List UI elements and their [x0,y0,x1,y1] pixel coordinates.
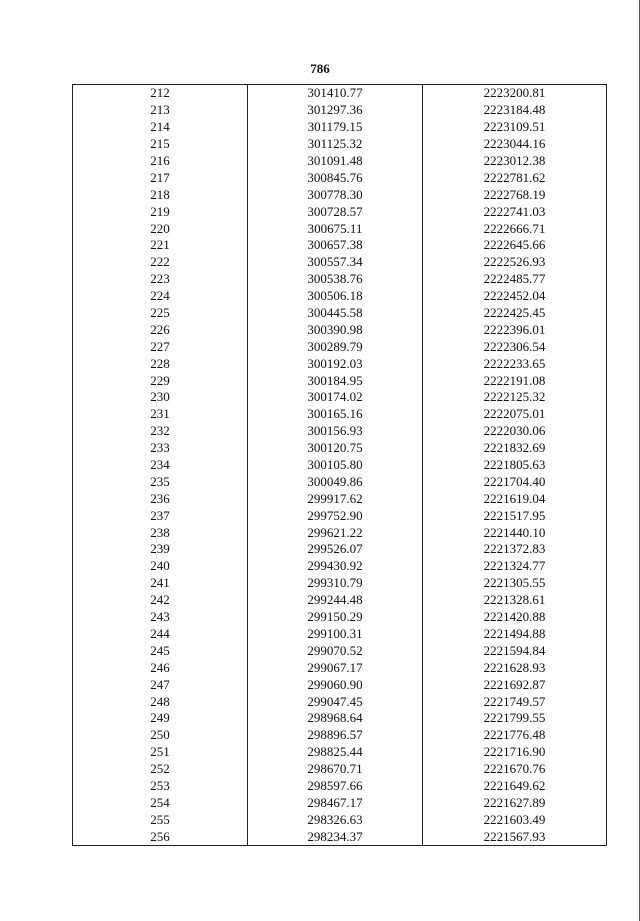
point-number-cell: 223 [73,271,248,288]
point-number-cell: 241 [73,575,248,592]
point-number-cell: 220 [73,220,248,237]
x-coordinate-cell: 300506.18 [248,288,423,305]
point-number-cell: 242 [73,592,248,609]
y-coordinate-cell: 2221832.69 [423,440,607,457]
x-coordinate-cell: 298825.44 [248,744,423,761]
x-coordinate-cell: 299430.92 [248,558,423,575]
table-row [73,288,607,305]
table-row [73,254,607,271]
y-coordinate-cell: 2221627.89 [423,794,607,811]
table-row [73,203,607,220]
point-number-cell: 253 [73,778,248,795]
point-number-cell: 227 [73,338,248,355]
x-coordinate-cell: 298968.64 [248,710,423,727]
x-coordinate-cell: 300289.79 [248,338,423,355]
x-coordinate-cell: 301125.32 [248,136,423,153]
y-coordinate-cell: 2223184.48 [423,102,607,119]
table-row [73,727,607,744]
x-coordinate-cell: 300192.03 [248,355,423,372]
table-row [73,119,607,136]
x-coordinate-cell: 298597.66 [248,778,423,795]
y-coordinate-cell: 2221328.61 [423,592,607,609]
y-coordinate-cell: 2222233.65 [423,355,607,372]
table-row [73,457,607,474]
y-coordinate-cell: 2222306.54 [423,338,607,355]
point-number-cell: 234 [73,457,248,474]
point-number-cell: 244 [73,626,248,643]
x-coordinate-cell: 299067.17 [248,659,423,676]
y-coordinate-cell: 2222396.01 [423,321,607,338]
table-row [73,440,607,457]
point-number-cell: 212 [73,85,248,102]
y-coordinate-cell: 2222781.62 [423,169,607,186]
y-coordinate-cell: 2222425.45 [423,305,607,322]
x-coordinate-cell: 298896.57 [248,727,423,744]
table-row [73,490,607,507]
point-number-cell: 249 [73,710,248,727]
y-coordinate-cell: 2222030.06 [423,423,607,440]
x-coordinate-cell: 300657.38 [248,237,423,254]
point-number-cell: 230 [73,389,248,406]
y-coordinate-cell: 2221619.04 [423,490,607,507]
y-coordinate-cell: 2223012.38 [423,153,607,170]
x-coordinate-cell: 299150.29 [248,609,423,626]
point-number-cell: 245 [73,642,248,659]
table-row [73,406,607,423]
y-coordinate-cell: 2221716.90 [423,744,607,761]
y-coordinate-cell: 2222526.93 [423,254,607,271]
x-coordinate-cell: 298234.37 [248,828,423,845]
y-coordinate-cell: 2221324.77 [423,558,607,575]
x-coordinate-cell: 299526.07 [248,541,423,558]
y-coordinate-cell: 2221692.87 [423,676,607,693]
table-row [73,321,607,338]
y-coordinate-cell: 2222741.03 [423,203,607,220]
table-row [73,102,607,119]
point-number-cell: 216 [73,153,248,170]
x-coordinate-cell: 300105.80 [248,457,423,474]
x-coordinate-cell: 299047.45 [248,693,423,710]
y-coordinate-cell: 2221776.48 [423,727,607,744]
table-row [73,710,607,727]
point-number-cell: 240 [73,558,248,575]
y-coordinate-cell: 2221440.10 [423,524,607,541]
x-coordinate-cell: 301297.36 [248,102,423,119]
point-number-cell: 237 [73,507,248,524]
point-number-cell: 252 [73,761,248,778]
point-number-cell: 218 [73,186,248,203]
y-coordinate-cell: 2221603.49 [423,811,607,828]
point-number-cell: 229 [73,372,248,389]
point-number-cell: 228 [73,355,248,372]
x-coordinate-cell: 300675.11 [248,220,423,237]
y-coordinate-cell: 2221670.76 [423,761,607,778]
x-coordinate-cell: 299621.22 [248,524,423,541]
table-row [73,372,607,389]
point-number-cell: 217 [73,169,248,186]
point-number-cell: 236 [73,490,248,507]
point-number-cell: 238 [73,524,248,541]
table-row [73,186,607,203]
y-coordinate-cell: 2221594.84 [423,642,607,659]
table-row [73,659,607,676]
x-coordinate-cell: 300120.75 [248,440,423,457]
table-row [73,389,607,406]
y-coordinate-cell: 2222191.08 [423,372,607,389]
table-row [73,676,607,693]
point-number-cell: 255 [73,811,248,828]
y-coordinate-cell: 2222125.32 [423,389,607,406]
table-row [73,136,607,153]
point-number-cell: 243 [73,609,248,626]
table-row [73,305,607,322]
table-row [73,541,607,558]
x-coordinate-cell: 299244.48 [248,592,423,609]
y-coordinate-cell: 2221799.55 [423,710,607,727]
y-coordinate-cell: 2222645.66 [423,237,607,254]
point-number-cell: 251 [73,744,248,761]
point-number-cell: 239 [73,541,248,558]
table-row [73,271,607,288]
point-number-cell: 221 [73,237,248,254]
y-coordinate-cell: 2221305.55 [423,575,607,592]
y-coordinate-cell: 2223044.16 [423,136,607,153]
point-number-cell: 224 [73,288,248,305]
x-coordinate-cell: 300049.86 [248,473,423,490]
x-coordinate-cell: 298467.17 [248,794,423,811]
table-row [73,761,607,778]
x-coordinate-cell: 301091.48 [248,153,423,170]
y-coordinate-cell: 2223200.81 [423,85,607,102]
x-coordinate-cell: 300728.57 [248,203,423,220]
table-row [73,642,607,659]
x-coordinate-cell: 299100.31 [248,626,423,643]
x-coordinate-cell: 300184.95 [248,372,423,389]
x-coordinate-cell: 300538.76 [248,271,423,288]
point-number-cell: 219 [73,203,248,220]
x-coordinate-cell: 300845.76 [248,169,423,186]
point-number-cell: 233 [73,440,248,457]
x-coordinate-cell: 299310.79 [248,575,423,592]
table-row [73,575,607,592]
x-coordinate-cell: 301410.77 [248,85,423,102]
y-coordinate-cell: 2222768.19 [423,186,607,203]
y-coordinate-cell: 2222452.04 [423,288,607,305]
x-coordinate-cell: 298326.63 [248,811,423,828]
x-coordinate-cell: 301179.15 [248,119,423,136]
y-coordinate-cell: 2222075.01 [423,406,607,423]
table-row [73,524,607,541]
table-row [73,237,607,254]
x-coordinate-cell: 300390.98 [248,321,423,338]
point-number-cell: 226 [73,321,248,338]
point-number-cell: 222 [73,254,248,271]
x-coordinate-cell: 300778.30 [248,186,423,203]
table-row [73,423,607,440]
point-number-cell: 213 [73,102,248,119]
table-row [73,693,607,710]
point-number-cell: 254 [73,794,248,811]
table-row [73,828,607,845]
y-coordinate-cell: 2221517.95 [423,507,607,524]
table-row [73,85,607,102]
y-coordinate-cell: 2221420.88 [423,609,607,626]
x-coordinate-cell: 300557.34 [248,254,423,271]
table-row [73,558,607,575]
table-row [73,220,607,237]
table-row [73,794,607,811]
point-number-cell: 232 [73,423,248,440]
x-coordinate-cell: 300445.58 [248,305,423,322]
y-coordinate-cell: 2223109.51 [423,119,607,136]
table-row [73,811,607,828]
point-number-cell: 250 [73,727,248,744]
y-coordinate-cell: 2221372.83 [423,541,607,558]
point-number-cell: 215 [73,136,248,153]
y-coordinate-cell: 2221494.88 [423,626,607,643]
table-row [73,744,607,761]
coordinate-table-body [73,85,607,846]
point-number-cell: 248 [73,693,248,710]
point-number-cell: 235 [73,473,248,490]
table-row [73,169,607,186]
point-number-cell: 256 [73,828,248,845]
y-coordinate-cell: 2222485.77 [423,271,607,288]
table-row [73,355,607,372]
point-number-cell: 231 [73,406,248,423]
x-coordinate-cell: 299070.52 [248,642,423,659]
x-coordinate-cell: 299917.62 [248,490,423,507]
y-coordinate-cell: 2221704.40 [423,473,607,490]
y-coordinate-cell: 2221649.62 [423,778,607,795]
x-coordinate-cell: 300174.02 [248,389,423,406]
page-number: 786 [310,61,330,76]
table-row [73,626,607,643]
table-row [73,609,607,626]
y-coordinate-cell: 2221805.63 [423,457,607,474]
point-number-cell: 214 [73,119,248,136]
point-number-cell: 247 [73,676,248,693]
x-coordinate-cell: 299060.90 [248,676,423,693]
y-coordinate-cell: 2221628.93 [423,659,607,676]
x-coordinate-cell: 299752.90 [248,507,423,524]
x-coordinate-cell: 300156.93 [248,423,423,440]
table-row [73,473,607,490]
y-coordinate-cell: 2222666.71 [423,220,607,237]
x-coordinate-cell: 298670.71 [248,761,423,778]
table-row [73,778,607,795]
x-coordinate-cell: 300165.16 [248,406,423,423]
point-number-cell: 246 [73,659,248,676]
table-row [73,507,607,524]
coordinate-table [72,84,607,846]
table-row [73,338,607,355]
table-row [73,153,607,170]
point-number-cell: 225 [73,305,248,322]
y-coordinate-cell: 2221749.57 [423,693,607,710]
table-row [73,592,607,609]
y-coordinate-cell: 2221567.93 [423,828,607,845]
